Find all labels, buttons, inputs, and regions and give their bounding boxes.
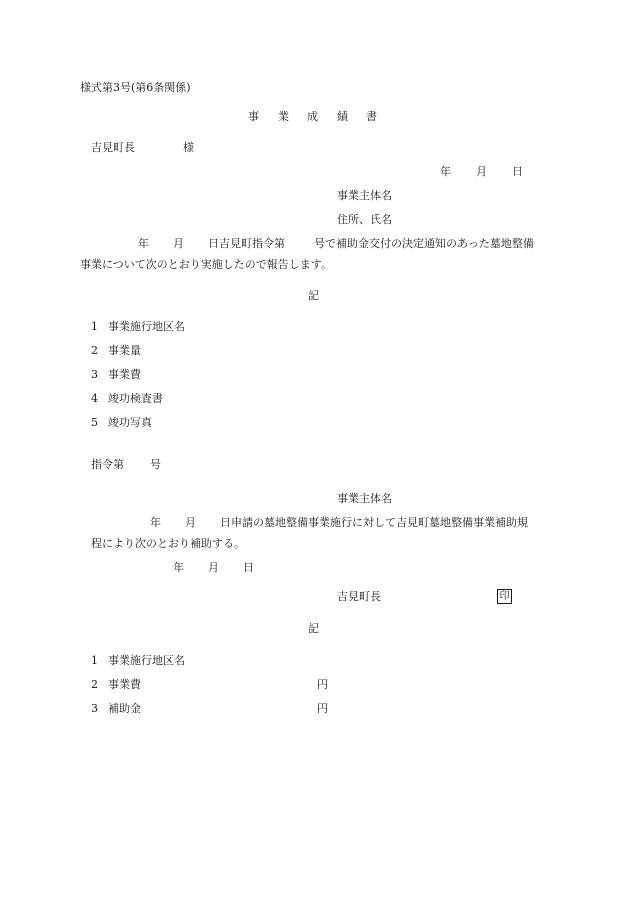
item-number: 5 <box>91 416 98 429</box>
body-year: 年 <box>138 237 149 250</box>
ki-label-2: 記 <box>308 622 319 635</box>
form-label: 様式第3号(第6条関係) <box>80 81 191 94</box>
item-label: 事業量 <box>108 344 141 357</box>
item-number: 3 <box>91 702 98 715</box>
directive-text: 日申請の墓地整備事業施行に対して吉見町墓地整備事業補助規 <box>220 516 528 529</box>
directive-date-day: 日 <box>243 561 254 574</box>
item-number: 3 <box>91 368 98 381</box>
item-label: 竣功写真 <box>108 416 152 429</box>
directive-year: 年 <box>150 516 161 529</box>
addressee-honorific: 様 <box>183 141 194 154</box>
addressee-name: 吉見町長 <box>91 141 135 154</box>
date-year: 年 <box>440 165 451 178</box>
body-month: 月 <box>173 237 184 250</box>
directive-prefix: 指令第 <box>91 458 124 471</box>
title-char: 事 <box>248 110 259 123</box>
item-label: 事業費 <box>108 678 141 691</box>
applicant-entity: 事業主体名 <box>337 189 392 202</box>
title-char: 書 <box>366 110 377 123</box>
item-label: 事業施行地区名 <box>108 320 185 333</box>
body-text: 事業について次のとおり実施したので報告します。 <box>80 258 332 271</box>
item-label: 事業費 <box>108 368 141 381</box>
item-unit: 円 <box>317 678 328 691</box>
body-text: 日吉見町指令第 <box>208 237 285 250</box>
item-label: 竣功検査書 <box>108 392 163 405</box>
directive-suffix: 号 <box>150 458 161 471</box>
item-number: 1 <box>91 320 98 333</box>
seal-stamp: 印 <box>497 589 512 604</box>
item-number: 1 <box>91 654 98 667</box>
item-number: 2 <box>91 344 98 357</box>
title-char: 績 <box>337 110 348 123</box>
directive-month: 月 <box>185 516 196 529</box>
signer-name: 吉見町長 <box>337 590 381 603</box>
applicant-address-name: 住所、氏名 <box>337 213 392 226</box>
item-number: 4 <box>91 392 98 405</box>
item-number: 2 <box>91 678 98 691</box>
date-day: 日 <box>512 165 523 178</box>
date-month: 月 <box>476 165 487 178</box>
title-char: 業 <box>278 110 289 123</box>
directive-text: 程により次のとおり補助する。 <box>91 537 245 550</box>
item-unit: 円 <box>317 702 328 715</box>
directive-date-month: 月 <box>208 561 219 574</box>
title-char: 成 <box>307 110 318 123</box>
item-label: 補助金 <box>108 702 141 715</box>
directive-date-year: 年 <box>173 561 184 574</box>
body-text: 号で補助金交付の決定通知のあった墓地整備 <box>314 237 534 250</box>
ki-label: 記 <box>308 289 319 302</box>
directive-entity: 事業主体名 <box>337 492 392 505</box>
item-label: 事業施行地区名 <box>108 654 185 667</box>
